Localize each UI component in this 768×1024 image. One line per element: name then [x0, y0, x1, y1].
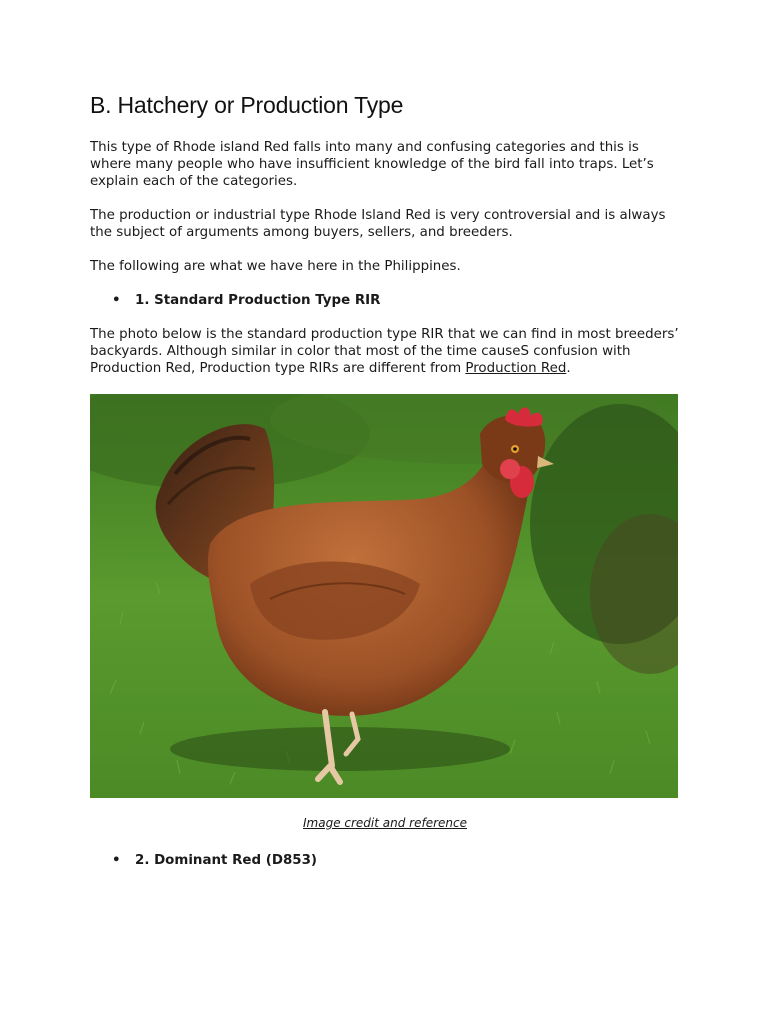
section-heading: B. Hatchery or Production Type [90, 92, 404, 118]
philippines-paragraph: The following are what we have here in the Philippines. [90, 259, 461, 274]
intro-paragraph: This type of Rhode island Red falls into many and confusing categories and this is where many people who have insufficient knowledge of the bird fall into traps. Let’s explain each of the categories. [90, 140, 654, 189]
photo-description-text: The photo below is the standard production type RIR that we can find in most breeders’ backyards. Although similar in color that most of the time causeS confusion with Production Red, Production type RIRs are different from [90, 327, 679, 376]
bullet-standard-production: • 1. Standard Production Type RIR [90, 292, 680, 309]
photo-description-paragraph [90, 326, 680, 377]
hen-photo [90, 394, 678, 798]
document-page [90, 92, 680, 886]
controversy-paragraph: The production or industrial type Rhode Island Red is very controversial and is always the subject of arguments among buyers, sellers, and breeders. [90, 208, 666, 240]
image-credit-link[interactable]: Image credit and reference [303, 816, 467, 830]
bullet-dominant-red: • 2. Dominant Red (D853) [90, 852, 680, 869]
production-red-link[interactable]: Production Red [465, 361, 567, 376]
bullet-list-2 [90, 852, 680, 869]
bullet-list-1 [90, 292, 680, 309]
image-caption [90, 816, 680, 830]
photo-description-end: . [566, 361, 571, 376]
